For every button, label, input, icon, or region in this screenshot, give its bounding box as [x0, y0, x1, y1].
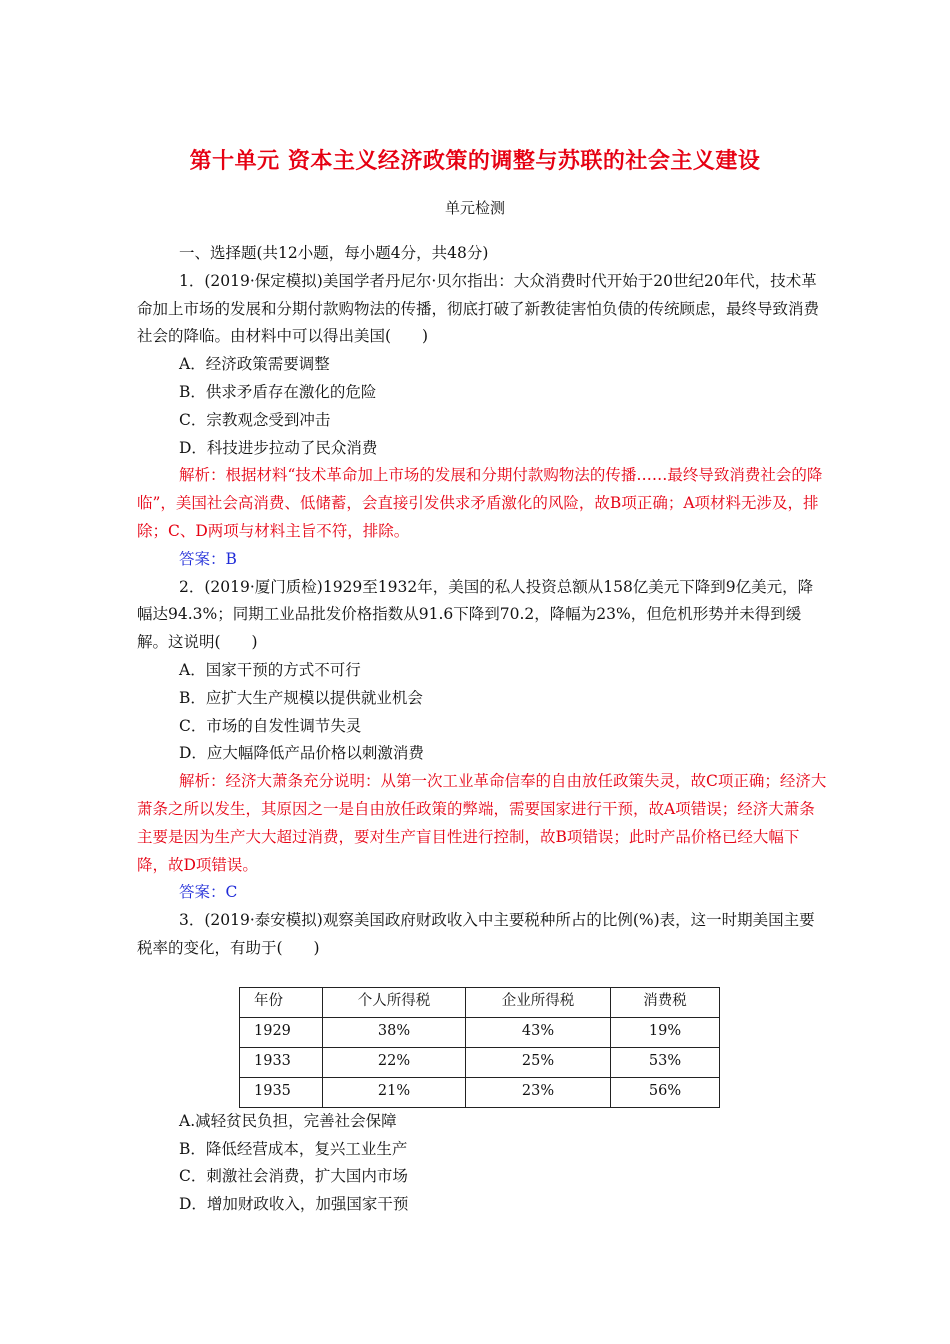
question-2-option-d: D．应大幅降低产品价格以刺激消费: [179, 744, 424, 763]
table-cell: 22%: [323, 1047, 466, 1077]
table-cell: 43%: [466, 1017, 611, 1047]
question-3-option-d: D．增加财政收入，加强国家干预: [179, 1195, 409, 1214]
question-3-option-a: A.减轻贫民负担，完善社会保障: [179, 1111, 397, 1130]
page-title: 第十单元 资本主义经济政策的调整与苏联的社会主义建设: [189, 148, 761, 174]
table-row: [240, 1047, 720, 1077]
question-1-option-a: A．经济政策需要调整: [179, 355, 330, 374]
question-1-option-c: C．宗教观念受到冲击: [179, 410, 331, 429]
tax-ratio-table: [239, 987, 720, 1108]
question-1-option-b: B．供求矛盾存在激化的危险: [179, 382, 377, 401]
question-3-option-c: C．刺激社会消费，扩大国内市场: [179, 1167, 408, 1186]
question-2-option-c: C．市场的自发性调节失灵: [179, 716, 362, 735]
table-header-cell: 企业所得税: [466, 987, 611, 1017]
question-1-stem: 1．(2019·保定模拟)美国学者丹尼尔·贝尔指出：大众消费时代开始于20世纪20年代，技术革命加上市场的发展和分期付款购物法的传播，彻底打破了新教徒害怕负债的传统顾虑，最终导致消费社会的降临。由材料中可以得出美国( ): [137, 271, 820, 346]
table-cell: 1935: [240, 1077, 323, 1107]
question-2-option-a: A．国家干预的方式不可行: [179, 660, 361, 679]
document-body: [137, 240, 827, 1219]
tax-table-wrapper: [239, 987, 827, 1108]
question-2-stem: 2．(2019·厦门质检)1929至1932年，美国的私人投资总额从158亿美元下降到9亿美元，降幅达94.3%；同期工业品批发价格指数从91.6下降到70.2，降幅为23%，但危机形势并未得到缓解。这说明( ): [137, 577, 814, 652]
table-cell: 25%: [466, 1047, 611, 1077]
table-cell: 1929: [240, 1017, 323, 1047]
table-cell: 53%: [611, 1047, 720, 1077]
table-header-cell: 消费税: [611, 987, 720, 1017]
table-row: [240, 1017, 720, 1047]
question-1-analysis: 解析：根据材料“技术革命加上市场的发展和分期付款购物法的传播……最终导致消费社会的降临”，美国社会高消费、低储蓄，会直接引发供求矛盾激化的风险，故B项正确；A项材料无涉及，排除；C、D两项与材料主旨不符，排除。: [137, 466, 823, 540]
question-2-option-b: B．应扩大生产规模以提供就业机会: [179, 688, 423, 707]
table-cell: 1933: [240, 1047, 323, 1077]
question-1-option-d: D．科技进步拉动了民众消费: [179, 438, 378, 457]
table-row: [240, 1077, 720, 1107]
question-2-answer: 答案：C: [179, 883, 238, 902]
table-cell: 38%: [323, 1017, 466, 1047]
table-header-cell: 年份: [240, 987, 323, 1017]
question-1-answer: 答案：B: [179, 549, 237, 568]
question-2-analysis: 解析：经济大萧条充分说明：从第一次工业革命信奉的自由放任政策失灵，故C项正确；经济大萧条之所以发生，其原因之一是自由放任政策的弊端，需要国家进行干预，故A项错误；经济大萧条主要是因为生产大大超过消费，要对生产盲目性进行控制，故B项错误；此时产品价格已经大幅下降，故D项错误。: [137, 772, 827, 874]
table-cell: 23%: [466, 1077, 611, 1107]
section-heading: 一、选择题(共12小题，每小题4分，共48分): [179, 244, 489, 262]
table-cell: 21%: [323, 1077, 466, 1107]
table-cell: 19%: [611, 1017, 720, 1047]
page-subtitle: 单元检测: [444, 199, 505, 217]
table-header-row: [240, 987, 720, 1017]
table-header-cell: 个人所得税: [323, 987, 466, 1017]
question-3-option-b: B．降低经营成本，复兴工业生产: [179, 1139, 408, 1158]
question-3-stem: 3．(2019·泰安模拟)观察美国政府财政收入中主要税种所占的比例(%)表，这一时期美国主要税率的变化，有助于( ): [137, 911, 815, 957]
table-cell: 56%: [611, 1077, 720, 1107]
